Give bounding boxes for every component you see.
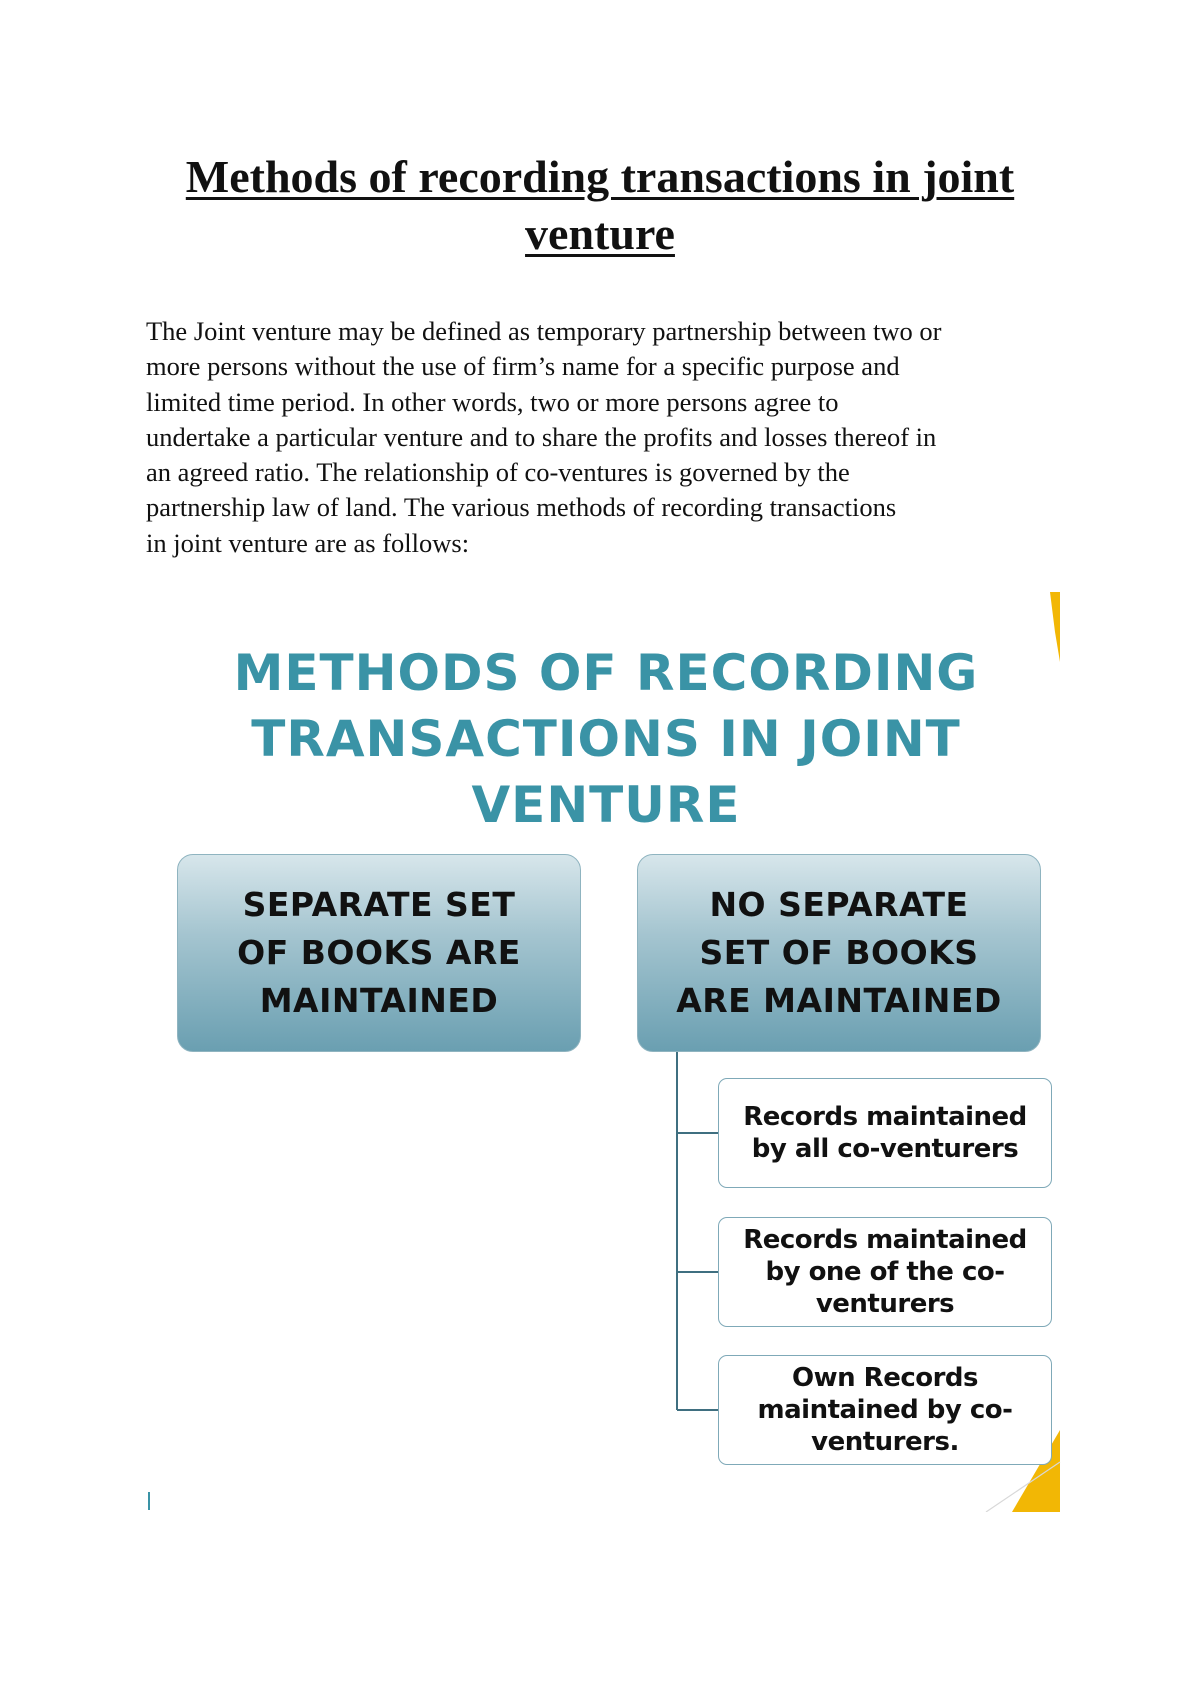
body-line-4: undertake a particular venture and to share the profits and losses thereof in — [146, 421, 937, 452]
sub-box-3-line-2: maintained by co- — [757, 1395, 1013, 1425]
box-separate-books — [177, 854, 581, 1052]
slide-heading-line-3: VENTURE — [471, 776, 741, 834]
document-body-paragraph — [146, 314, 1076, 561]
document-title-line-1: Methods of recording transactions in joint — [185, 151, 1015, 202]
box-separate-books-line-3: MAINTAINED — [259, 981, 499, 1020]
sub-box-one-coventurer — [718, 1217, 1052, 1327]
sub-box-2-line-2: by one of the co- — [765, 1257, 1005, 1287]
document-title-line-2: venture — [525, 208, 675, 259]
slide-heading — [146, 640, 1066, 838]
box-separate-books-line-1: SEPARATE SET — [242, 885, 516, 924]
box-no-separate-books-line-2: SET OF BOOKS — [699, 933, 979, 972]
slide-figure — [146, 592, 1066, 1512]
document-title — [150, 148, 1050, 262]
slide-heading-line-2: TRANSACTIONS IN JOINT — [251, 710, 961, 768]
sub-box-1-line-1: Records maintained — [743, 1102, 1027, 1132]
body-line-6: partnership law of land. The various methods of recording transactions — [146, 492, 897, 523]
sub-box-own-records — [718, 1355, 1052, 1465]
box-no-separate-books-line-3: ARE MAINTAINED — [676, 981, 1002, 1020]
box-no-separate-books-line-1: NO SEPARATE — [709, 885, 969, 924]
sub-box-2-line-3: venturers — [815, 1289, 955, 1319]
slide-heading-line-1: METHODS OF RECORDING — [233, 644, 979, 702]
accent-mark-bottom-left — [148, 1492, 150, 1510]
sub-box-2-line-1: Records maintained — [743, 1225, 1027, 1255]
sub-box-1-line-2: by all co-venturers — [751, 1134, 1019, 1164]
body-line-1: The Joint venture may be defined as temporary partnership between two or — [146, 316, 942, 346]
box-separate-books-line-2: OF BOOKS ARE — [237, 933, 521, 972]
body-line-2: more persons without the use of firm’s name for a specific purpose and — [146, 351, 900, 382]
sub-box-3-line-3: venturers. — [811, 1427, 959, 1457]
box-no-separate-books — [637, 854, 1041, 1052]
sub-box-all-coventurers — [718, 1078, 1052, 1188]
body-line-5: an agreed ratio. The relationship of co-ventures is governed by the — [146, 457, 850, 488]
body-line-7: in joint venture are as follows: — [146, 527, 470, 558]
sub-box-3-line-1: Own Records — [791, 1363, 979, 1393]
body-line-3: limited time period. In other words, two or more persons agree to — [146, 386, 839, 417]
